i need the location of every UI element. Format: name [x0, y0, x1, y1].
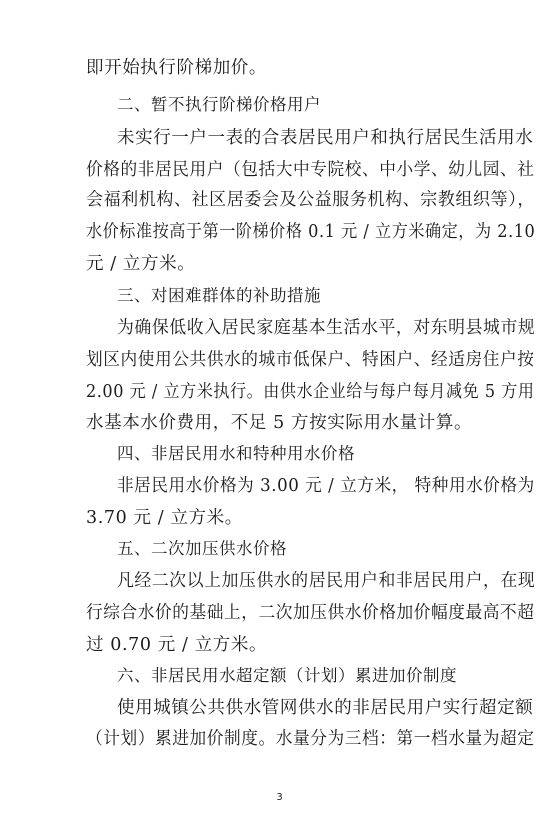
text-line: 水价标准按高于第一阶梯价格 0.1 元 / 立方米确定，为 2.10: [86, 221, 536, 242]
text-line: 使用城镇公共供水管网供水的非居民用户实行超定额: [117, 697, 534, 718]
section-heading-2: 二、暂不执行阶梯价格用户: [117, 95, 321, 115]
text-line: 划区内使用公共供水的城市低保户、特困户、经适房住户按: [86, 349, 535, 370]
section-heading-5: 五、二次加压供水价格: [117, 538, 287, 558]
text-line: 行综合水价的基础上，二次加压供水价格加价幅度最高不超: [86, 602, 535, 623]
text-line: （计划）累进加价制度。水量分为三档：第一档水量为超定: [86, 729, 535, 749]
text-line: 3.70 元 / 立方米。: [86, 507, 243, 528]
text-line: 元 / 立方米。: [86, 253, 196, 274]
text-line: 凡经二次以上加压供水的居民用户和非居民用户，在现: [117, 571, 536, 592]
section-heading-6: 六、非居民用水超定额（计划）累进加价制度: [117, 666, 457, 686]
text-line: 非居民用水价格为 3.00 元 / 立方米， 特种用水价格为: [117, 476, 535, 497]
section-heading-4: 四、非居民用水和特种用水价格: [117, 443, 355, 463]
text-line: 未实行一户一表的合表居民用户和执行居民生活用水: [117, 128, 534, 149]
text-line: 会福利机构、社区居委会及公益服务机构、宗教组织等），: [86, 190, 535, 211]
text-line: 价格的非居民用户（包括大中专院校、中小学、幼儿园、社: [86, 159, 535, 180]
page-number: 3: [276, 792, 283, 803]
section-heading-3: 三、对困难群体的补助措施: [117, 286, 321, 306]
text-line: 水基本水价费用，不足 5 方按实际用水量计算。: [86, 413, 473, 434]
text-line-continuation: 即开始执行阶梯加价。: [86, 58, 267, 78]
text-line: 为确保低收入居民家庭基本生活水平，对东明县城市规: [117, 318, 536, 339]
text-line: 2.00 元 / 立方米执行。由供水企业给与每户每月减免 5 方用: [86, 382, 535, 403]
text-line: 过 0.70 元 / 立方米。: [86, 634, 268, 655]
